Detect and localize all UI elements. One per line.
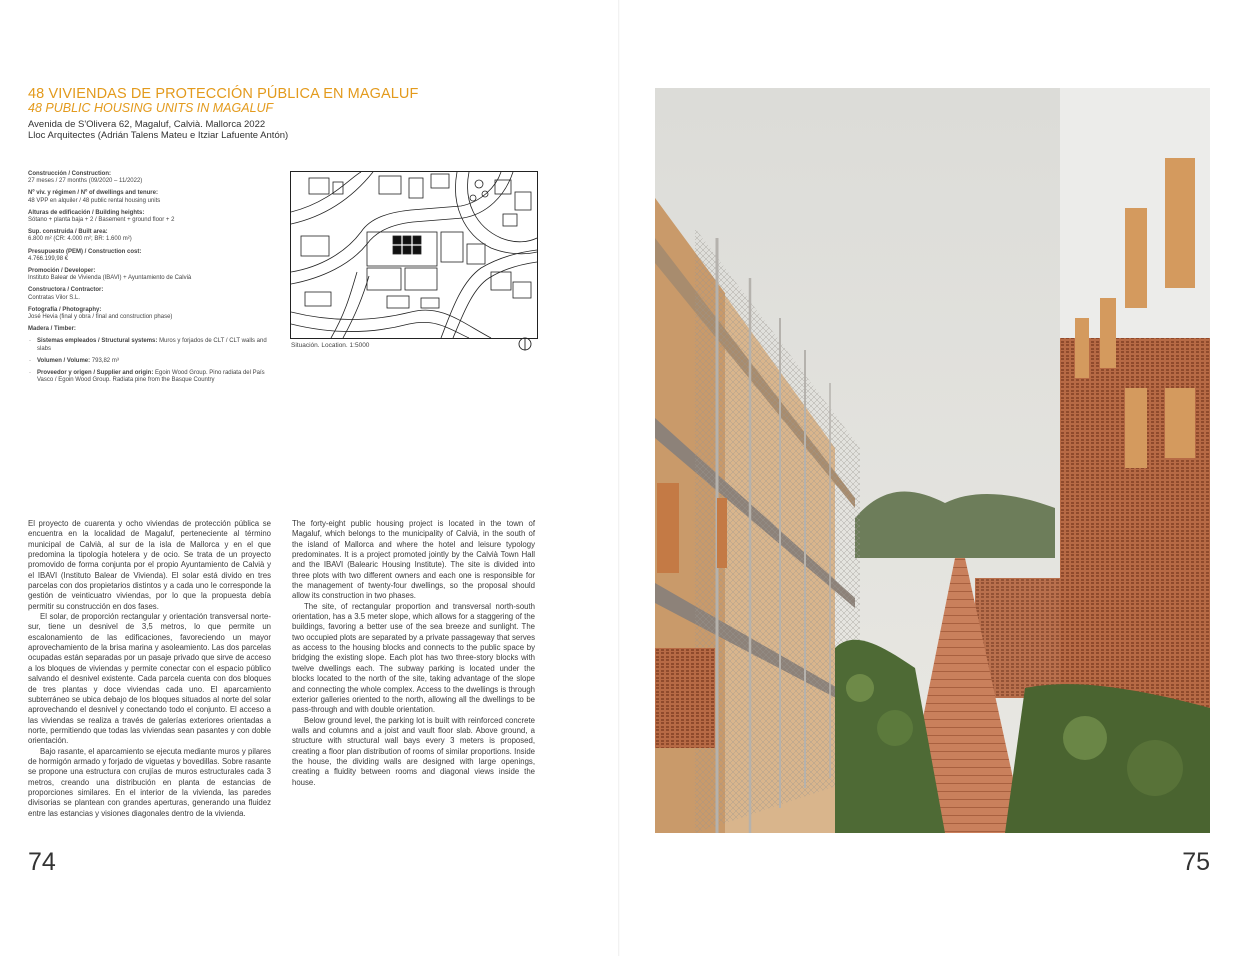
timber-item <box>28 370 268 384</box>
spec-label: Constructora / Contractor: <box>28 287 104 294</box>
page-number-left: 74 <box>28 848 56 876</box>
project-title-en: 48 PUBLIC HOUSING UNITS IN MAGALUF <box>28 101 274 115</box>
spec-value: José Hevia (final y obra / final and construction phase) <box>28 314 173 321</box>
spec-value: Contratas Vilor S.L. <box>28 294 80 301</box>
spec-item <box>28 249 268 263</box>
project-address: Avenida de S'Olivera 62, Magaluf, Calvià. Mallorca 2022 <box>28 119 266 130</box>
timber-label: Volumen / Volume: <box>37 357 91 364</box>
site-map <box>290 171 538 339</box>
spec-label: Sup. construida / Built area: <box>28 229 108 236</box>
paragraph: Bajo rasante, el aparcamiento se ejecuta mediante muros y pilares de hormigón armado y forjado de viguetas y bovedillas. Sobre rasante se propone una estructura con crujías de muros estructurales cada 3 metros, creando una distribución en planta de estancias de proporciones similares. En el interior de la vivienda, las paredes divisorias se plantean con grandes aperturas, generando una fluidez entre las estancias y visiones diagonales dentro de la vivienda. <box>28 746 271 818</box>
spec-value: 27 meses / 27 months (09/2020 – 11/2022) <box>28 178 143 185</box>
map-caption: Situación. Location. 1:5000 <box>291 342 370 349</box>
paragraph: El proyecto de cuarenta y ocho viviendas de protección pública se encuentra en la localidad de Magaluf, perteneciente al término municipal de Calvià, al sur de la isla de Mallorca y en el que predomina la tipología hotelera y de ocio. Se trata de un proyecto promovido de forma conjunta por el propio Ayuntamiento de Calvià y el IBAVI (Instituto Balear de Vivienda). El solar está divido en tres parcelas con dos propietarios distintos y a cada uno le corresponde la gestión de veinticuatro viviendas, por lo que la propuesta debía permitir su construcción en dos fases. <box>28 519 271 611</box>
project-architects: Lloc Arquitectes (Adrián Talens Mateu e Itziar Lafuente Antón) <box>28 130 289 141</box>
spec-value: Sótano + planta baja + 2 / Basement + ground floor + 2 <box>28 217 175 224</box>
spec-item <box>28 326 268 333</box>
timber-item <box>28 338 268 352</box>
spec-value: 4.766.199,98 € <box>28 255 69 262</box>
spec-value: Instituto Balear de Vivienda (IBAVI) + Ayuntamiento de Calvià <box>28 275 192 282</box>
north-arrow-icon <box>518 337 532 356</box>
spec-item <box>28 171 268 185</box>
spec-label: Madera / Timber: <box>28 326 76 333</box>
spec-label: Alturas de edificación / Building heights: <box>28 209 145 216</box>
spec-label: Promoción / Developer: <box>28 268 96 275</box>
spec-value: 6.800 m² (CR: 4.000 m²; BR: 1.600 m²) <box>28 236 132 243</box>
paragraph: Below ground level, the parking lot is built with reinforced concrete walls and columns and a joist and vault floor slab. Above ground, a structure with structural wall bays every 3 meters is proposed, creating a floor plan distribution of rooms of similar proportions. Inside the house, the dividing walls are designed with large openings, creating a fluidity between rooms and diagonal views inside the house. <box>292 715 535 787</box>
timber-label: Sistemas empleados / Structural systems: <box>37 338 158 345</box>
spec-label: Presupuesto (PEM) / Construction cost: <box>28 248 142 255</box>
spec-sheet <box>28 171 268 389</box>
project-subtitle <box>28 119 288 141</box>
spec-item <box>28 229 268 243</box>
timber-label: Proveedor y origen / Supplier and origin: <box>37 370 154 377</box>
timber-list <box>28 338 268 384</box>
paragraph: The forty-eight public housing project is located in the town of Magaluf, which belongs to the municipality of Calvià, in the south of the island of Mallorca and where the hotel and leisure typology predominates. It is a project promoted jointly by the Calvià Town Hall and the IBAVI (Balearic Housing Institute). The site is divided into three plots with two different owners and each one is responsible for the management of twenty-four dwellings, so the proposal should allow its construction in two phases. <box>292 519 535 601</box>
spec-label: Construcción / Construction: <box>28 171 111 177</box>
body-text-en <box>292 519 535 788</box>
spec-item <box>28 287 268 301</box>
spec-item <box>28 268 268 282</box>
project-title-es: 48 VIVIENDAS DE PROTECCIÓN PÚBLICA EN MAGALUF <box>28 86 419 102</box>
timber-value: Muros y forjados de CLT / CLT walls and slabs <box>37 338 267 352</box>
spec-value: 48 VPP en alquiler / 48 public rental housing units <box>28 197 161 204</box>
page-number-right: 75 <box>1182 848 1210 876</box>
spec-label: Nº viv. y régimen / Nº of dwellings and tenure: <box>28 190 158 197</box>
spec-item <box>28 190 268 204</box>
timber-item <box>28 358 268 365</box>
paragraph: El solar, de proporción rectangular y orientación transversal norte-sur, tiene un desnivel de 3,5 metros, lo que permite un escalonamiento de las edificaciones, favoreciendo un mayor aprovechamiento de la brisa marina y asoleamiento. Las dos parcelas ocupadas están separadas por un pasaje privado que sirve de acceso a los bloques de viviendas y permite conectar con el espacio público salvando el desnivel existente. Cada parcela cuenta con dos bloques de tres plantas y doce viviendas cada uno. El aparcamiento subterráneo se ubica debajo de los bloques situados al norte del solar aprovechando el desnivel y conectando todo el conjunto. El acceso a las viviendas se realiza a través de galerías exteriores orientadas a norte, permitiendo que todas las viviendas sean pasantes y con doble orientación. <box>28 612 271 746</box>
spec-item <box>28 307 268 321</box>
timber-value: 793,82 m³ <box>91 357 119 364</box>
timber-value: Egoin Wood Group. Pino radiata del País Vasco / Egoin Wood Group. Radiata pine from the Basque Country <box>37 370 265 384</box>
body-text-es <box>28 519 271 819</box>
right-page <box>619 0 1238 956</box>
spec-label: Fotografía / Photography: <box>28 306 102 313</box>
housing-courtyard-photo <box>655 88 1210 833</box>
paragraph: The site, of rectangular proportion and transversal north-south orientation, has a 3.5 meter slope, which allows for a staggering of the buildings, favoring a better use of the sea breeze and sunlight. The two occupied plots are separated by a private passageway that serves as access to the housing blocks and connects to the public space by bridging the existing slope. Each plot has two three-story blocks with twelve dwellings each. The subway parking is located under the blocks located to the north of the site, taking advantage of the slope and connecting the whole complex. Access to the dwellings is through exterior galleries oriented to the north, allowing all the dwellings to be pass-through and with double orientation. <box>292 601 535 715</box>
spec-item <box>28 210 268 224</box>
